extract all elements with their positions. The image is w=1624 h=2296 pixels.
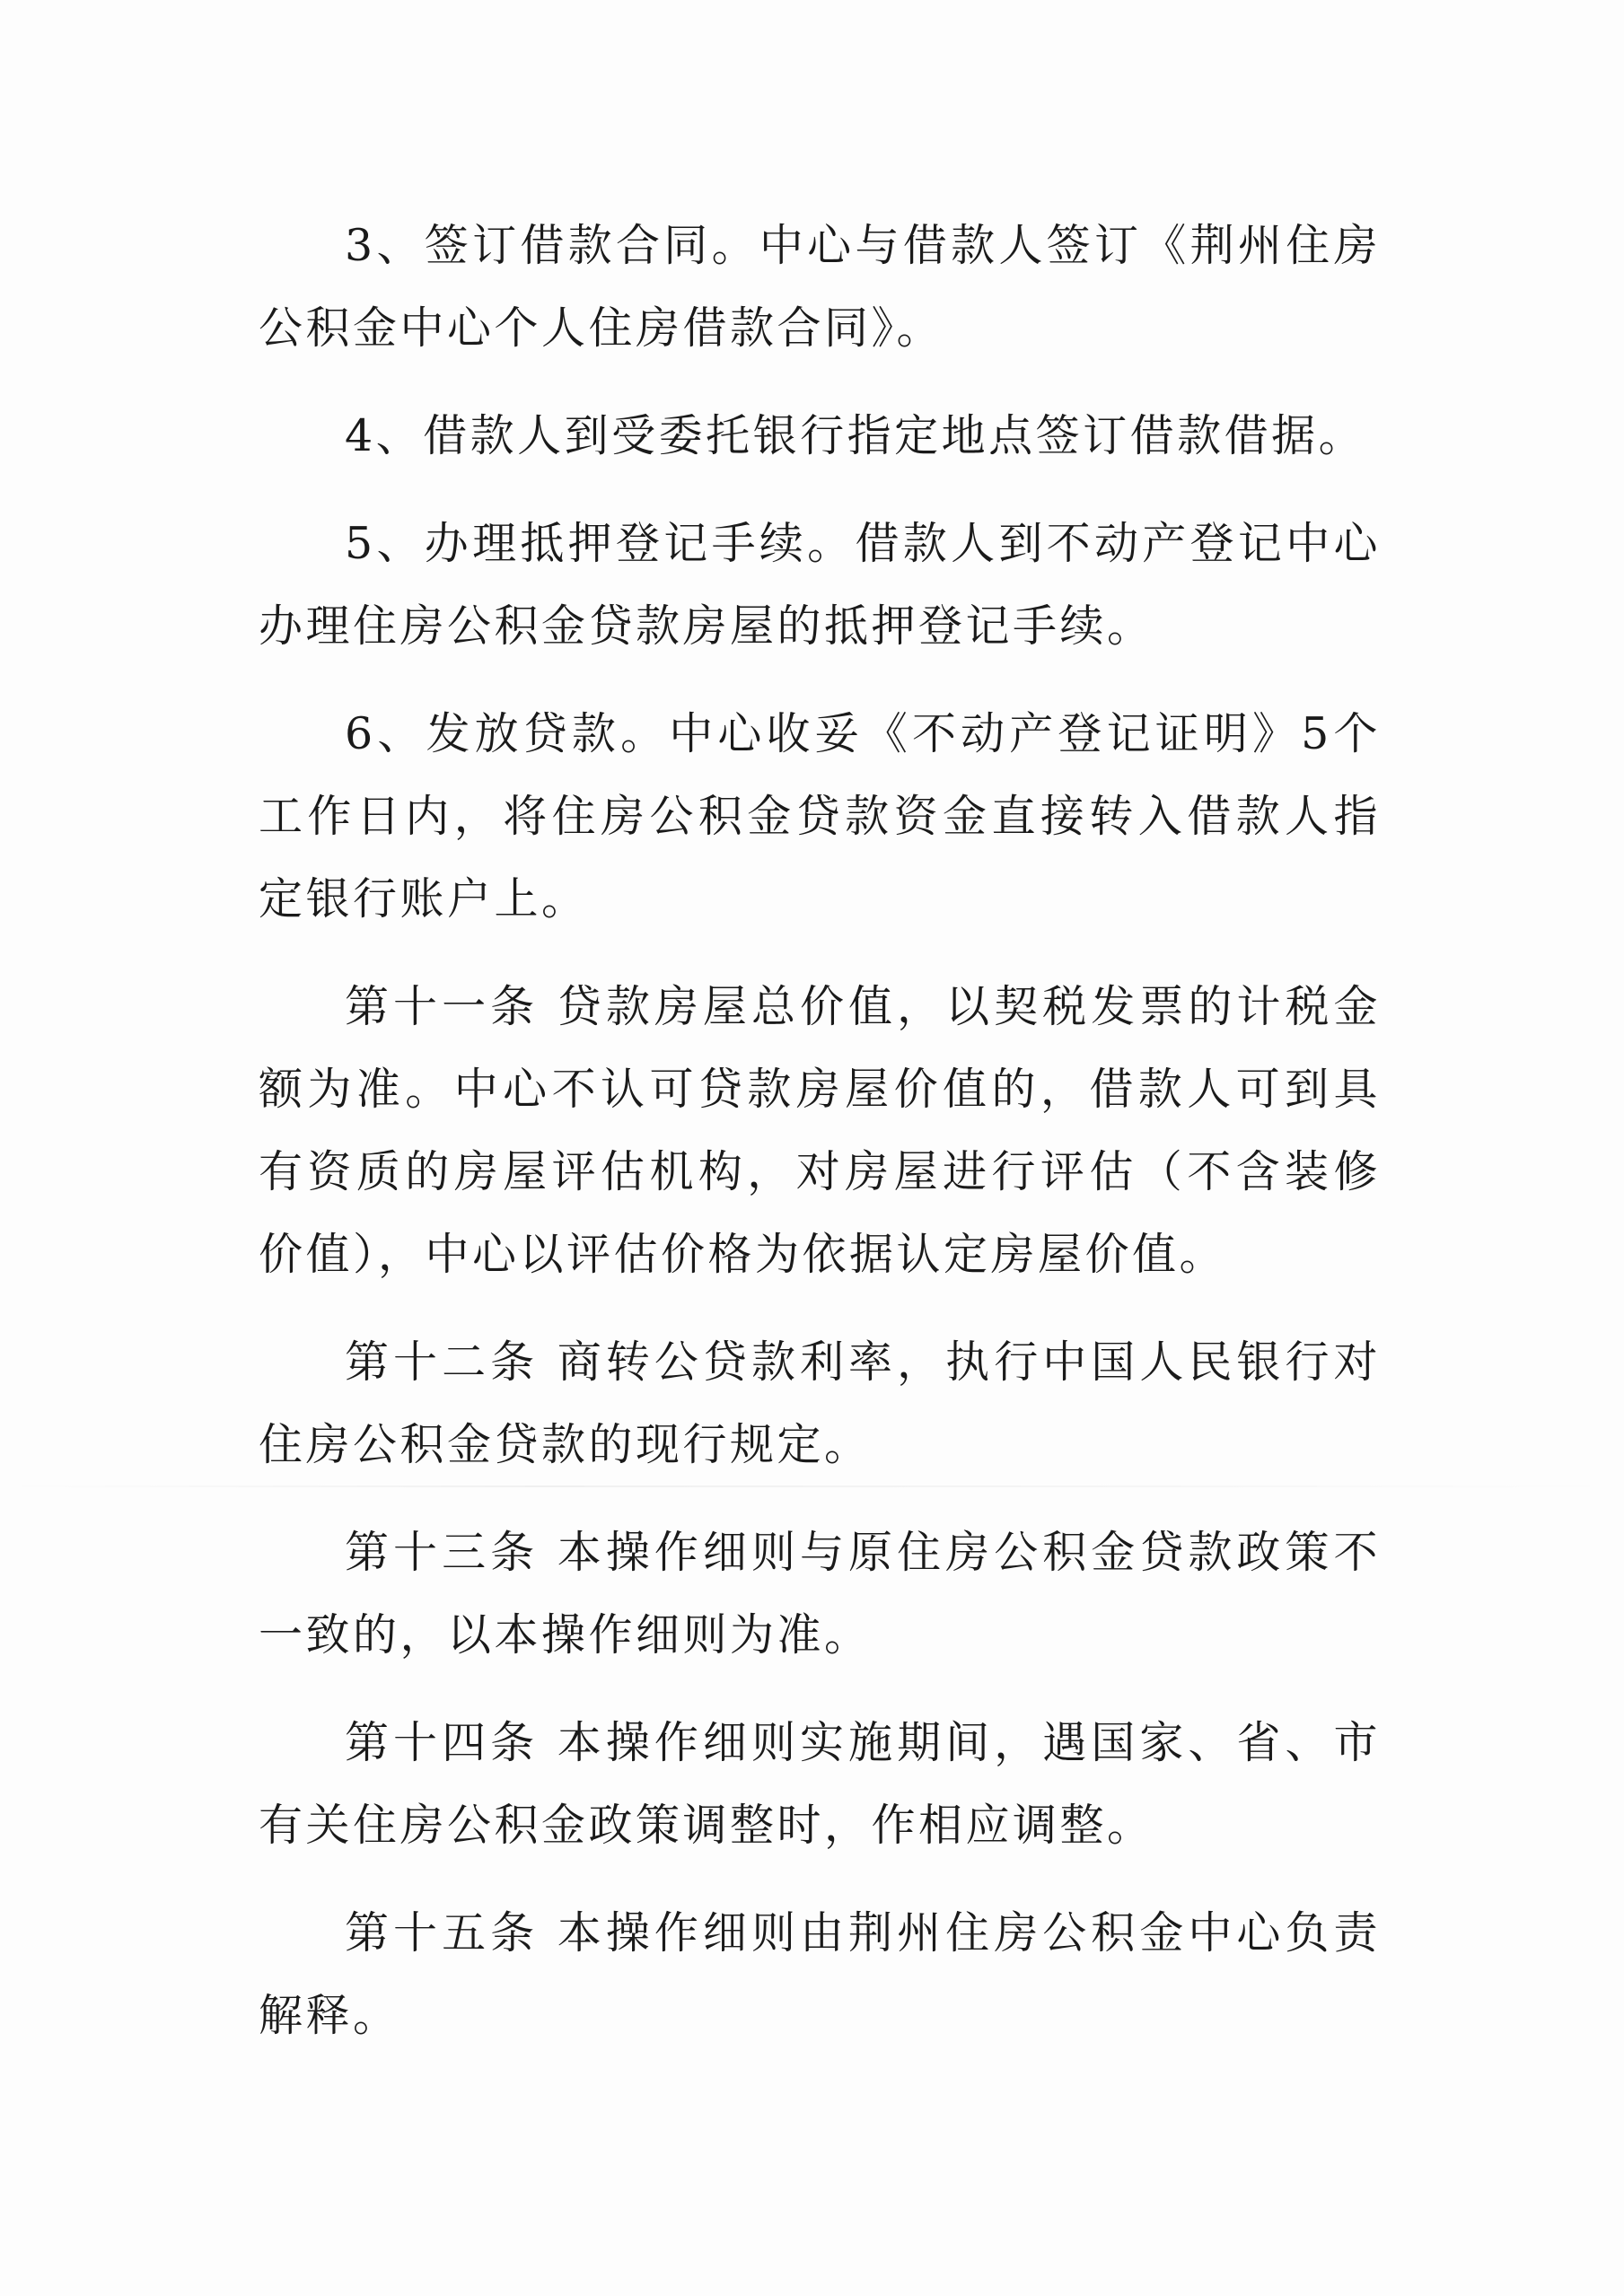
- document-body: [259, 205, 1381, 2082]
- paragraph-sign-contract: 3、签订借款合同。中心与借款人签订《荆州住房公积金中心个人住房借款合同》。: [259, 220, 1381, 354]
- paragraph-mortgage-registration: 5、办理抵押登记手续。借款人到不动产登记中心办理住房公积金贷款房屋的抵押登记手续。: [259, 518, 1381, 652]
- paragraph-loan-disbursement: 6、发放贷款。中心收妥《不动产登记证明》5个工作日内，将住房公积金贷款资金直接转入借款人指定银行账户上。: [259, 708, 1381, 925]
- paragraph-article-13: 第十三条 本操作细则与原住房公积金贷款政策不一致的，以本操作细则为准。: [259, 1527, 1381, 1661]
- paragraph-loan-receipt: 4、借款人到受委托银行指定地点签订借款借据。: [345, 410, 1366, 461]
- paragraph-article-14: 第十四条 本操作细则实施期间，遇国家、省、市有关住房公积金政策调整时，作相应调整。: [259, 1717, 1381, 1851]
- paragraph-article-12: 第十二条 商转公贷款利率，执行中国人民银行对住房公积金贷款的现行规定。: [259, 1336, 1381, 1470]
- paragraph-article-15: 第十五条 本操作细则由荆州住房公积金中心负责解释。: [259, 1907, 1381, 2041]
- paragraph-article-11: 第十一条 贷款房屋总价值，以契税发票的计税金额为准。中心不认可贷款房屋价值的，借款人可到具有资质的房屋评估机构，对房屋进行评估（不含装修价值），中心以评估价格为依据认定房屋价值。: [259, 981, 1381, 1280]
